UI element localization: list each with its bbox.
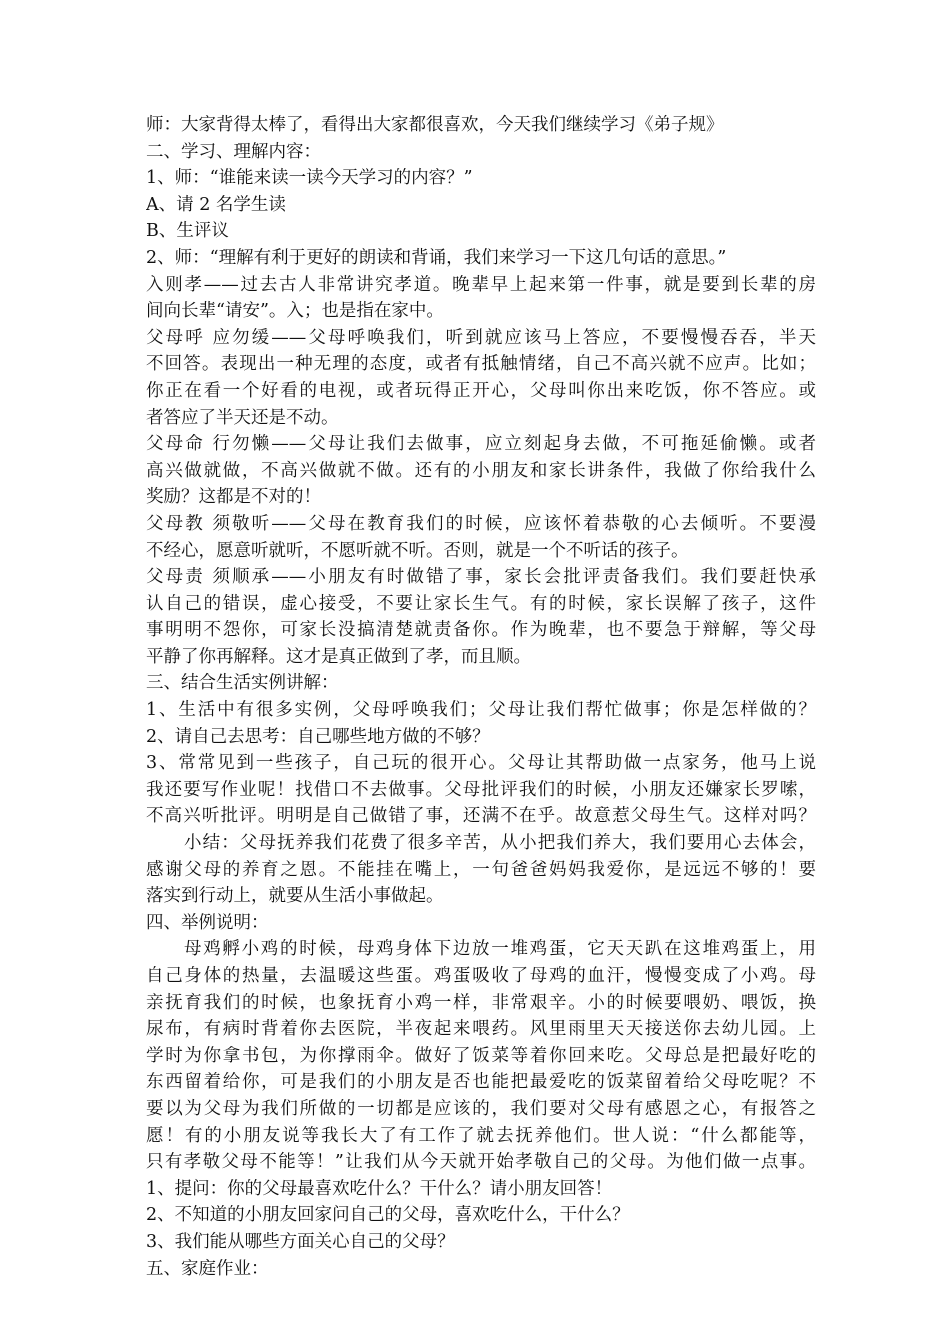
text-line: 不回答。表现出一种无理的态度，或者有抵触情绪，自己不高兴就不应声。比如； [146,354,816,375]
document-page [146,112,816,1282]
text-line: 要以为父母为我们所做的一切都是应该的，我们要对父母有感恩之心，有报答之 [146,1098,816,1119]
text-line: 父母教 须敬听——父母在教育我们的时候，应该怀着恭敬的心去倾听。不要漫 [146,513,816,534]
text-line: 亲抚育我们的时候，也象抚育小鸡一样，非常艰辛。小的时候要喂奶、喂饭，换 [146,992,816,1013]
text-line: 父母命 行勿懒——父母让我们去做事，应立刻起身去做，不可拖延偷懒。或者 [146,434,816,455]
text-line: 入则孝——过去古人非常讲究孝道。晚辈早上起来第一件事，就是要到长辈的房 [146,274,816,295]
text-line: 只有孝敬父母不能等！”让我们从今天就开始孝敬自己的父母。为他们做一点事。 [146,1152,816,1173]
text-line: 2、请自己去思考：自己哪些地方做的不够？ [146,726,490,747]
text-line: 落实到行动上，就要从生活小事做起。 [146,886,444,907]
text-line: B、生评议 [146,221,229,242]
text-line: 3、常常见到一些孩子，自己玩的很开心。父母让其帮助做一点家务，他马上说 [146,753,816,774]
text-line: 东西留着给你，可是我们的小朋友是否也能把最爱吃的饭菜留着给父母吃呢？不 [146,1072,816,1093]
text-line: 三、结合生活实例讲解： [146,673,339,694]
text-line: 四、举例说明： [146,912,269,933]
text-line: 二、学习、理解内容： [146,141,321,162]
text-line: 我还要写作业呢！找借口不去做事。父母批评我们的时候，小朋友还嫌家长罗嗦， [146,779,816,800]
text-line: 愿！有的小朋友说等我长大了有工作了就去抚养他们。世人说：“什么都能等， [146,1125,816,1146]
text-line: 高兴做就做，不高兴做就不做。还有的小朋友和家长讲条件，我做了你给我什么 [146,460,816,481]
text-line: 者答应了半天还是不动。 [146,407,339,428]
text-line: 间向长辈“请安”。入；也是指在家中。 [146,301,444,322]
text-line: 平静了你再解释。这才是真正做到了孝，而且顺。 [146,646,531,667]
text-line: A、请 2 名学生读 [146,194,286,215]
text-line: 1、师：“谁能来读一读今天学习的内容？” [146,168,473,189]
text-line: 1、生活中有很多实例，父母呼唤我们；父母让我们帮忙做事；你是怎样做的？ [146,700,816,721]
text-line: 尿布，有病时背着你去医院，半夜起来喂药。风里雨里天天接送你去幼儿园。上 [146,1019,816,1040]
text-line: 五、家庭作业： [146,1258,269,1279]
text-line: 师：大家背得太棒了，看得出大家都很喜欢，今天我们继续学习《弟子规》 [146,115,724,135]
text-line: 3、我们能从哪些方面关心自己的父母？ [146,1231,455,1252]
text-line: 认自己的错误，虚心接受，不要让家长生气。有的时候，家长误解了孩子，这件 [146,593,816,614]
text-line: 自己身体的热量，去温暖这些蛋。鸡蛋吸收了母鸡的血汗，慢慢变成了小鸡。母 [146,966,816,986]
text-line: 2、不知道的小朋友回家问自己的父母，喜欢吃什么，干什么？ [146,1205,630,1226]
text-line: 不高兴听批评。明明是自己做错了事，还满不在乎。故意惹父母生气。这样对吗？ [146,806,816,827]
text-line: 不经心，愿意听就听，不愿听就不听。否则，就是一个不听话的孩子。 [146,540,689,561]
text-line: 感谢父母的养育之恩。不能挂在嘴上，一句爸爸妈妈我爱你，是远远不够的！要 [146,859,816,880]
text-line: 小结：父母抚养我们花费了很多辛苦，从小把我们养大，我们要用心去体会， [184,833,816,854]
text-line: 2、师：“理解有利于更好的朗读和背诵，我们来学习一下这几句话的意思。” [146,247,727,268]
text-line: 母鸡孵小鸡的时候，母鸡身体下边放一堆鸡蛋，它天天趴在这堆鸡蛋上，用 [184,939,816,960]
text-line: 1、提问：你的父母最喜欢吃什么？干什么？请小朋友回答！ [146,1178,613,1199]
text-line: 奖励？这都是不对的！ [146,487,321,508]
text-line: 学时为你拿书包，为你撑雨伞。做好了饭菜等着你回来吃。父母总是把最好吃的 [146,1045,816,1066]
text-line: 父母呼 应勿缓——父母呼唤我们，听到就应该马上答应，不要慢慢吞吞，半天 [146,327,816,348]
text-line: 事明明不怨你，可家长没搞清楚就责备你。作为晚辈，也不要急于辩解，等父母 [146,620,816,641]
text-line: 父母责 须顺承——小朋友有时做错了事，家长会批评责备我们。我们要赶快承 [146,567,816,588]
text-line: 你正在看一个好看的电视，或者玩得正开心，父母叫你出来吃饭，你不答应。或 [146,380,816,401]
